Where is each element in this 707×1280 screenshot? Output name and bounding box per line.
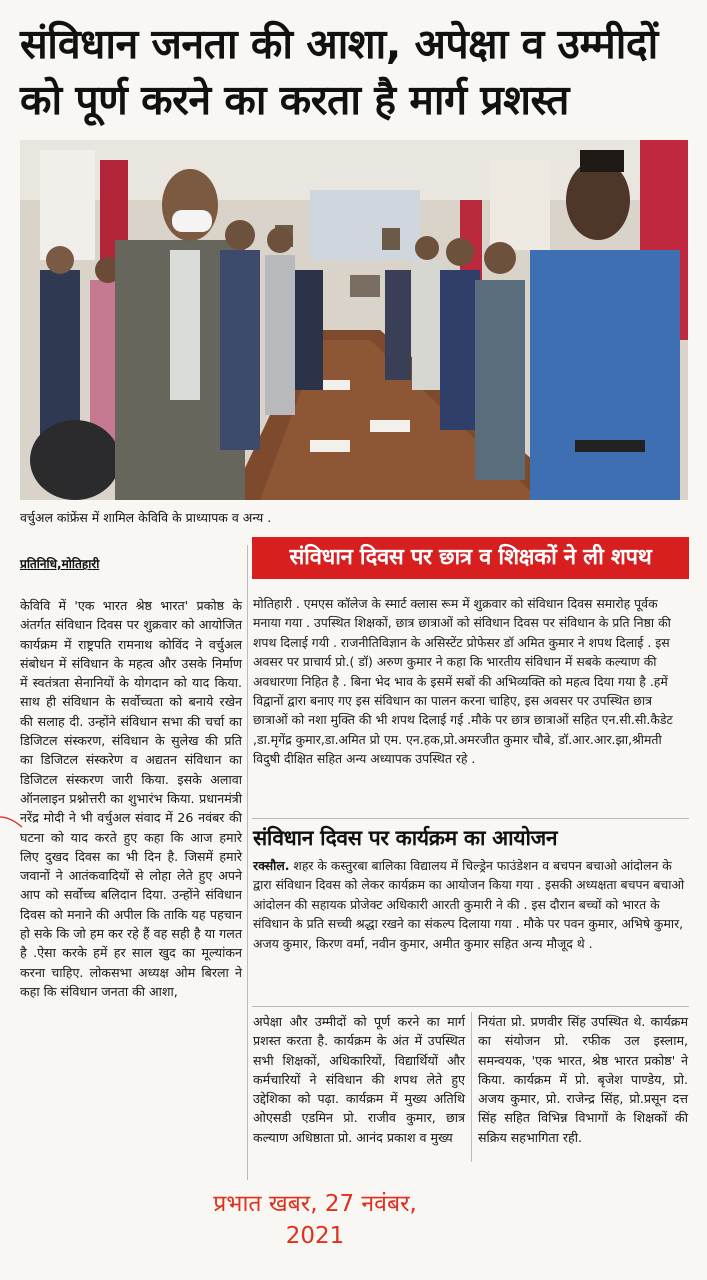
column-divider bbox=[247, 545, 248, 1180]
article2-text: शहर के कस्तुरबा बालिका विद्यालय में चिल्ड्रेन फाउंडेशन व बचपन बचाओ आंदोलन के द्वारा संविधान दिवस को लेकर कार्यक्रम का आयोजन किया गया . इसकी अध्यक्षता बचपन बचाओ आंदोलन की सहायक प्रोजेक्ट अधिकारी आरती कुमारी ने की . इस दौरान बच्चों को भारत के संविधान के प्रति सच्ची श्रद्धा रखने का संकल्प दिलाया गया . मौके पर पवन कुमार, अभिषे कुमार, अजय कुमार, किरण वर्मा, नवीन कुमार, अमीत कुमार सहित अन्य मौजूद थे . bbox=[253, 858, 685, 951]
continuation-divider bbox=[252, 1006, 689, 1007]
continuation-column-divider bbox=[471, 1012, 472, 1162]
continuation-col-a: अपेक्षा और उम्मीदों को पूर्ण करने का मार्ग प्रशस्त करता है. कार्यक्रम के अंत में उपस्थित सभी शिक्षकों, अधिकारियों, विद्यार्थियों और कर्मचारियों ने संविधान की शपथ लेते हुए उद्देशिका को पढ़ा. कार्यक्रम में मुख्य अतिथि ओएसडी एडमिन प्रो. राजीव कुमार, छात्र कल्याण अधिष्ठाता प्रो. आनंद प्रकाश व मुख्य bbox=[253, 1014, 465, 1145]
pen-mark-icon bbox=[0, 815, 40, 835]
source-note bbox=[180, 1188, 450, 1252]
conference-room-illustration bbox=[20, 140, 688, 500]
source-line-2: 2021 bbox=[285, 1223, 345, 1249]
headline-line-2: को पूर्ण करने का करता है मार्ग प्रशस्त bbox=[20, 76, 569, 124]
left-column-paragraph: केविवि में 'एक भारत श्रेष्ठ भारत' प्रकोष्ठ के अंतर्गत संविधान दिवस पर शुक्रवार को आयोजित कार्यक्रम में राष्ट्रपति रामनाथ कोविंद ने वर्चुअल संबोधन में संविधान के महत्व और उसके निर्माण में स्वतंत्रता सेनानियों के योगदान को याद किया. साथ ही संविधान के सर्वोच्चता को बनाये रखेन की सलाह दी. उन्होंने संविधान सभा की चर्चा का डिजिटल संस्करण, संविधान के सुलेख की प्रति का डिजिटल संस्करेण व अद्यतन संविधान का डिजिटल संस्करण जारी किया. इसके अलावा ऑनलाइन प्रश्नोत्तरी का शुभारंभ किया. प्रधानमंत्री नरेंद्र मोदी ने भी वर्चुअल संवाद में 26 नवंबर की घटना को याद करते हुए कहा कि आज हमारे लिए दुखद दिवस का भी दिन है. जिसमें हमारे जवानों ने आतंकवादियों से लोहा लेते हुए अपने आप को सर्वोच्च बलिदान दिया. उन्होंने संविधान दिवस को मनाने की अपील कि ताकि यह पहचान हो सके कि जो हम कर रहे हैं वह सही है या गलत है .ऐसा करके हमें हर साल खुद का मूल्यांकन करना चाहिए. लोकसभा अध्यक्ष ओम बिरला ने कहा कि संविधान जनता की आशा, bbox=[20, 598, 242, 999]
article-divider bbox=[252, 818, 689, 819]
article1-title-banner: संविधान दिवस पर छात्र व शिक्षकों ने ली शपथ bbox=[252, 537, 689, 579]
left-column-text bbox=[20, 596, 242, 1001]
article1-body bbox=[253, 594, 689, 769]
article2-body bbox=[253, 856, 689, 953]
photo-caption: वर्चुअल कांफ्रेंस में शामिल केविवि के प्राध्यापक व अन्य . bbox=[20, 510, 272, 525]
headline-line-1: संविधान जनता की आशा, अपेक्षा व उम्मीदों bbox=[20, 20, 658, 68]
event-photo bbox=[20, 140, 688, 500]
byline: प्रतिनिधि,मोतिहारी bbox=[20, 557, 100, 571]
article2-title: संविधान दिवस पर कार्यक्रम का आयोजन bbox=[253, 826, 558, 850]
headline bbox=[20, 16, 690, 128]
article2-paragraph bbox=[253, 856, 689, 953]
article2-dateline: रक्सौल. bbox=[253, 858, 290, 873]
continuation-col-b: नियंता प्रो. प्रणवीर सिंह उपस्थित थे. कार्यक्रम का संयोजन प्रो. रफीक उल इस्लाम, समन्वयक, 'एक भारत, श्रेष्ठ भारत प्रकोष्ठ' ने किया. कार्यक्रम में प्रो. बृजेश पाण्डेय, प्रो. अजय कुमार, प्रो. राजेन्द्र सिंह, प्रो.प्रसून दत्त सिंह सहित विभिन्न विभागों के शिक्षकों की सक्रिय सहभागिता रही. bbox=[478, 1014, 688, 1145]
source-line-1: प्रभात खबर, 27 नवंबर, bbox=[213, 1191, 417, 1217]
article1-paragraph: मोतिहारी . एमएस कॉलेज के स्मार्ट क्लास रूम में शुक्रवार को संविधान दिवस समारोह पूर्वक मनाया गया . उपस्थित शिक्षकों, छात्र छात्राओं को संविधान दिवस पर संविधान के प्रति निष्ठा की शपथ दिलाई गयी . राजनीतिविज्ञान के असिस्टेंट प्रोफेसर डॉ अमित कुमार ने शपथ दिलाई . इस अवसर पर प्राचार्य प्रो.( डॉ) अरुण कुमार ने कहा कि भारतीय संविधान में सबके कल्याण की अवधारणा निहित है . बिना भेद भाव के इसमें सबों की अभिव्यक्ति को महत्व दिया गया है .हमें विद्वानों द्वारा बनाए गए इस संविधान का पालन करना चाहिए, इस अवसर पर उपस्थित छात्र छात्राओं को नशा मुक्ति की भी शपथ दिलाई गई .मौके पर छात्र छात्राओं सहित एन.सी.सी.कैडेट ,डा.मृगेंद्र कुमार,डा.अमित प्रो एम. एन.हक,प्रो.अमरजीत कुमार चौबे, डॉ.आर.आर.झा,श्रीमती विदुषी दीक्षित सहित अन्य अध्यापक उपस्थित रहे . bbox=[253, 596, 673, 767]
